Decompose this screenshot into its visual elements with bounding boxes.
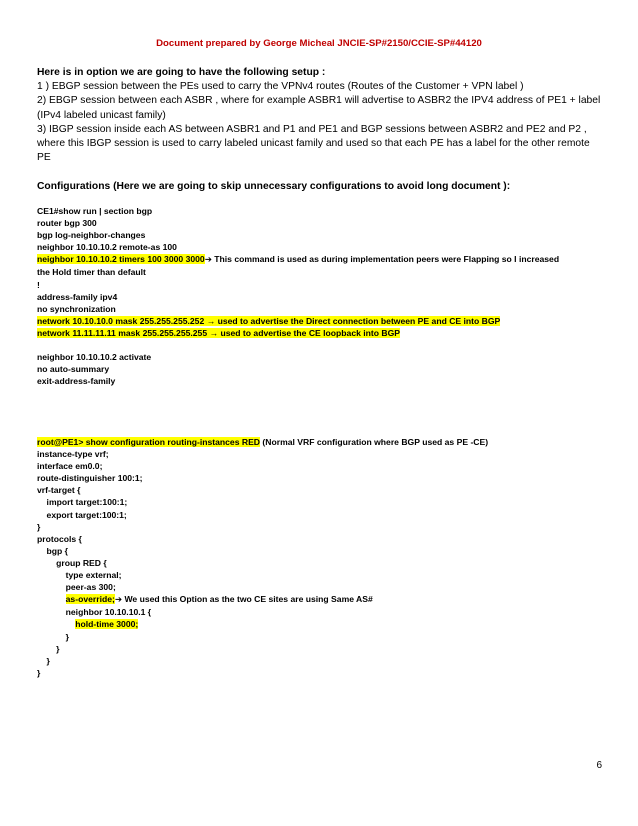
code-line: }: [37, 521, 41, 532]
code-line: export target:100:1;: [37, 509, 127, 520]
document-header: Document prepared by George Micheal JNCIE-SP#2150/CCIE-SP#44120: [156, 38, 482, 49]
code-line: neighbor 10.10.10.2 activate: [37, 352, 152, 363]
arrow-icon: ➔: [114, 595, 123, 606]
highlighted-command: network 11.11.11.11 mask 255.255.255.255 → used to advertise the CE loopback into BGP: [37, 327, 401, 338]
highlighted-command: hold-time 3000;: [75, 619, 139, 630]
code-line: vrf-target {: [37, 485, 81, 496]
code-line: }: [37, 655, 50, 666]
code-line: protocols {: [37, 533, 82, 544]
intro-item: PE: [37, 152, 51, 164]
configurations-heading: Configurations (Here we are going to skip unnecessary configurations to avoid long document ):: [37, 181, 511, 192]
intro-item: 2) EBGP session between each ASBR , where for example ASBR1 will advertise to ASBR2 the IPV4 address of PE1 + label: [37, 95, 601, 107]
intro-item: where this IBGP session is used to carry labeled unicast family and used so that each PE has a label for the other remote: [37, 138, 590, 150]
code-line: no synchronization: [37, 303, 116, 314]
code-line-highlighted: [37, 315, 603, 327]
code-line: }: [37, 631, 69, 642]
code-line: CE1#show run | section bgp: [37, 206, 153, 216]
intro-item: 1 ) EBGP session between the PEs used to carry the VPNv4 routes (Routes of the Customer + VPN label ): [37, 81, 524, 93]
intro-heading: Here is in option we are going to have the following setup :: [37, 67, 326, 78]
code-line: instance-type vrf;: [37, 449, 109, 460]
code-line: exit-address-family: [37, 376, 116, 387]
code-line-with-note: [37, 436, 603, 448]
arrow-icon: ➔: [204, 255, 212, 266]
highlighted-command: root@PE1> show configuration routing-instances RED: [37, 437, 261, 447]
code-line: the Hold timer than default: [37, 267, 146, 278]
code-line-with-note: [37, 593, 603, 606]
code-line: bgp log-neighbor-changes: [37, 230, 146, 241]
code-line: neighbor 10.10.10.2 remote-as 100: [37, 242, 177, 253]
pe1-config-block: [37, 436, 603, 679]
highlighted-command: neighbor 10.10.10.2 timers 100 3000 3000: [37, 254, 205, 265]
code-line: }: [37, 667, 41, 678]
code-line: neighbor 10.10.10.1 {: [37, 607, 152, 618]
code-note: We used this Option as the two CE sites are using Same AS#: [122, 594, 373, 605]
ce1-config-block: [37, 205, 603, 387]
code-note: This command is used as during implementation peers were Flapping so I increased: [211, 254, 560, 265]
code-line: interface em0.0;: [37, 461, 103, 472]
code-line-highlighted: [37, 618, 603, 630]
code-line: no auto-summary: [37, 364, 110, 375]
code-line: !: [37, 279, 40, 290]
intro-item: 3) IBGP session inside each AS between ASBR1 and P1 and PE1 and BGP sessions between ASBR2 and PE2 and P2 ,: [37, 123, 587, 135]
code-line: router bgp 300: [37, 218, 97, 229]
code-line: peer-as 300;: [37, 582, 116, 593]
code-note: (Normal VRF configuration where BGP used as PE -CE): [260, 437, 489, 447]
intro-item: (IPv4 labeled unicast family): [37, 109, 166, 121]
code-line-with-note: [37, 253, 603, 266]
intro-section: [37, 66, 603, 165]
code-line: address-family ipv4: [37, 291, 118, 302]
code-line: }: [37, 643, 60, 654]
code-line: group RED {: [37, 557, 107, 568]
code-line: type external;: [37, 570, 122, 581]
highlighted-command: network 10.10.10.0 mask 255.255.255.252 → used to advertise the Direct connection between PE and CE into BGP: [37, 315, 501, 326]
page-number: 6: [596, 760, 602, 771]
code-line: route-distinguisher 100:1;: [37, 473, 143, 484]
code-line: bgp {: [37, 545, 69, 556]
code-line-highlighted: [37, 327, 603, 339]
code-indent: [37, 619, 75, 629]
code-indent: [37, 594, 66, 604]
code-line: import target:100:1;: [37, 497, 128, 508]
highlighted-command: as-override;: [65, 594, 115, 605]
